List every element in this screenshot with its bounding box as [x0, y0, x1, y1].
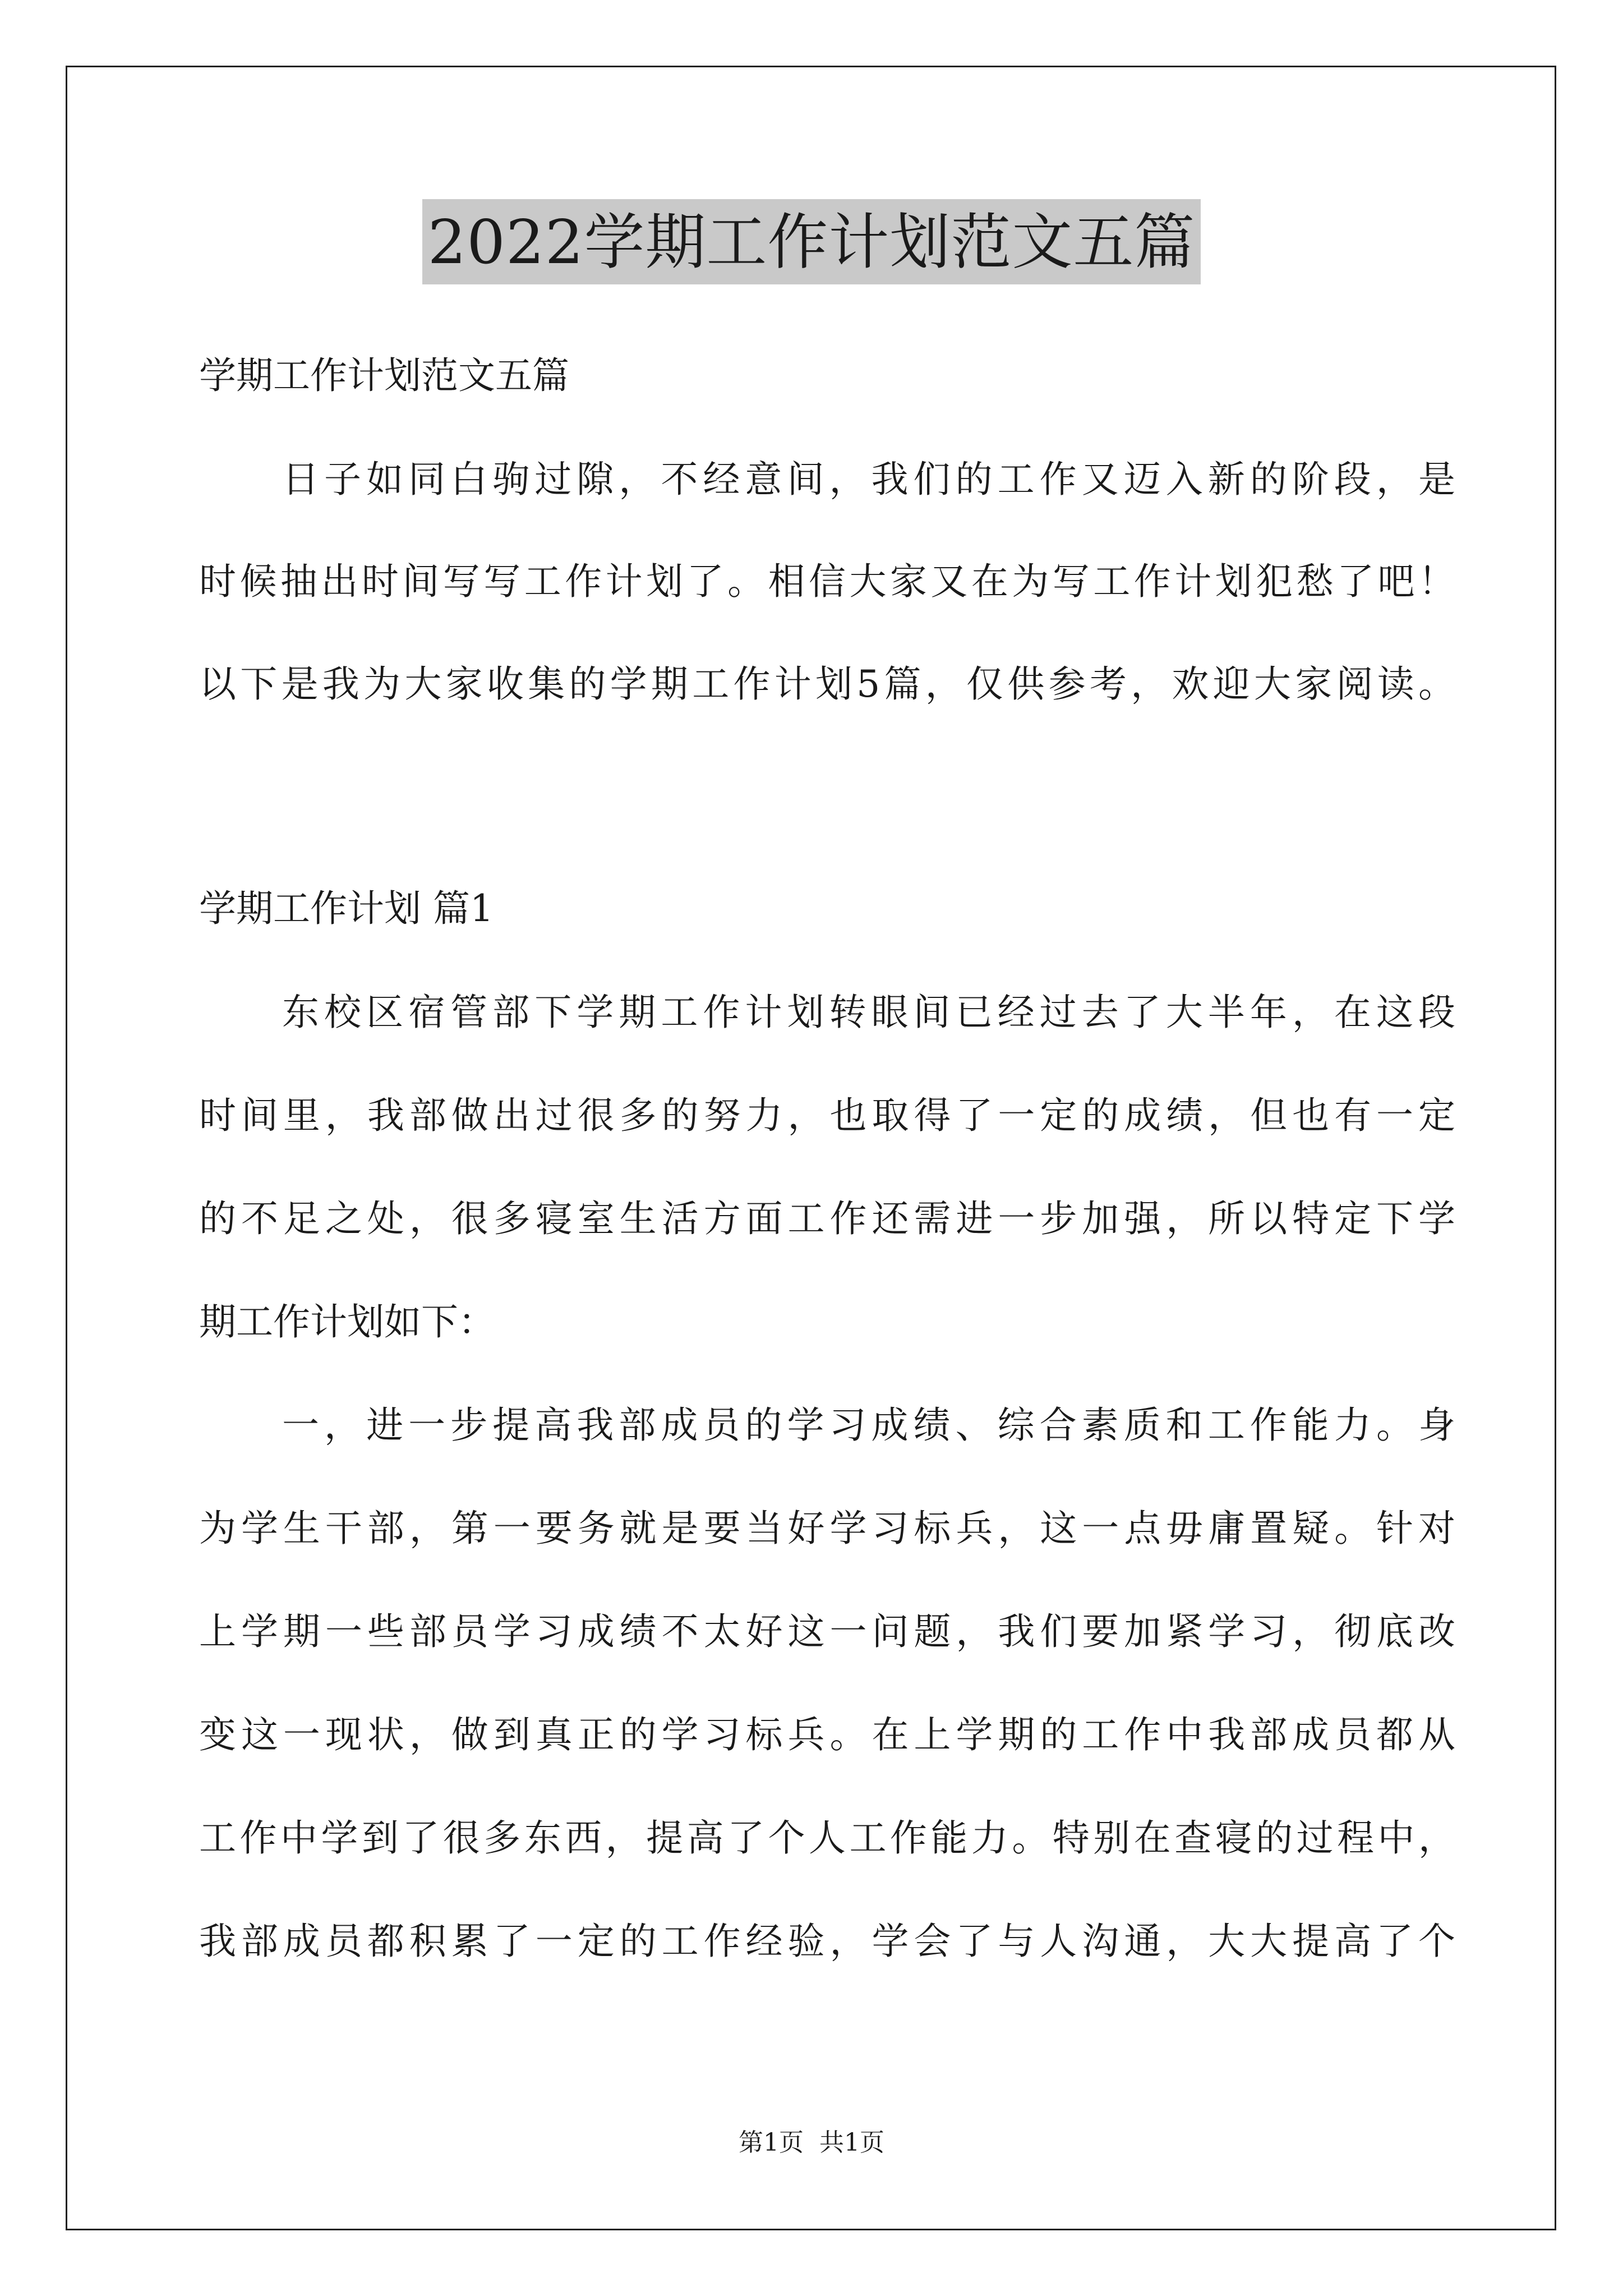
- paragraph-line: 时间里，我部做出过很多的努力，也取得了一定的成绩，但也有一定: [199, 1094, 1455, 1137]
- paragraph-line: 我部成员都积累了一定的工作经验，学会了与人沟通，大大提高了个: [199, 1920, 1455, 1963]
- intro-line: 时候抽出时间写写工作计划了。相信大家又在为写工作计划犯愁了吧！: [199, 560, 1455, 603]
- paragraph-line: 一，进一步提高我部成员的学习成绩、综合素质和工作能力。身: [282, 1404, 1455, 1447]
- paragraph-line: 变这一现状，做到真正的学习标兵。在上学期的工作中我部成员都从: [199, 1713, 1455, 1756]
- document-subtitle: 学期工作计划范文五篇: [199, 354, 569, 397]
- intro-line: 日子如同白驹过隙，不经意间，我们的工作又迈入新的阶段，是: [282, 458, 1455, 501]
- paragraph-line: 东校区宿管部下学期工作计划转眼间已经过去了大半年，在这段: [282, 991, 1455, 1034]
- title-container: [0, 199, 1623, 284]
- page-footer: [0, 2126, 1623, 2160]
- document-title: 2022学期工作计划范文五篇: [422, 199, 1201, 284]
- intro-line: 以下是我为大家收集的学期工作计划5篇，仅供参考，欢迎大家阅读。: [199, 662, 1455, 706]
- paragraph-line: 上学期一些部员学习成绩不太好这一问题，我们要加紧学习，彻底改: [199, 1610, 1455, 1653]
- paragraph-line: 期工作计划如下：: [199, 1300, 495, 1343]
- page-number: 第1页: [739, 2128, 804, 2157]
- paragraph-line: 的不足之处，很多寝室生活方面工作还需进一步加强，所以特定下学: [199, 1197, 1455, 1240]
- section-heading: 学期工作计划 篇1: [199, 887, 494, 930]
- paragraph-line: 为学生干部，第一要务就是要当好学习标兵，这一点毋庸置疑。针对: [199, 1507, 1455, 1550]
- paragraph-line: 工作中学到了很多东西，提高了个人工作能力。特别在查寝的过程中，: [199, 1816, 1455, 1860]
- page-total: 共1页: [819, 2128, 884, 2157]
